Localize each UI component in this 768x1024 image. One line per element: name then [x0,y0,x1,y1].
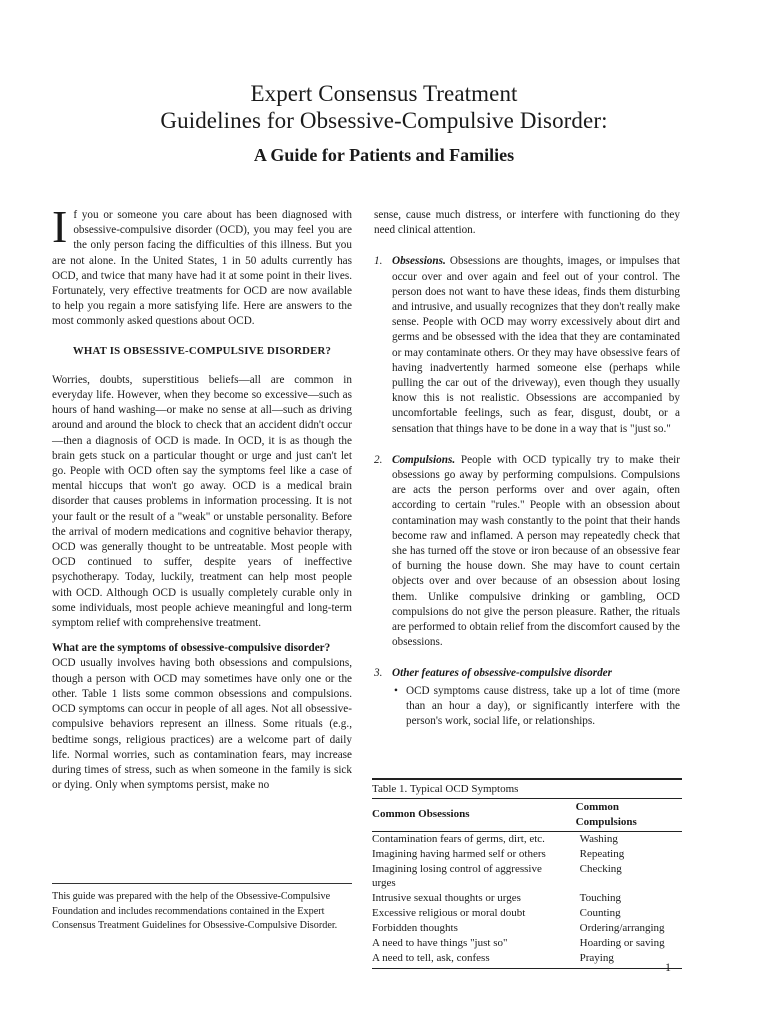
page-number: 1 [665,960,671,974]
page-title-line2: Guidelines for Obsessive-Compulsive Disorder: [160,108,608,133]
table-cell: Counting [579,907,621,920]
continuation-paragraph: sense, cause much distress, or interfere with functioning do they need clinical attention. [374,209,680,237]
table-cell: Forbidden thoughts [372,922,458,935]
bullet-text: OCD symptoms cause distress, take up a lot of time (more than an hour a day), or significantly interfere with the person's work, social life, or relationships. [406,684,680,728]
footnote: This guide was prepared with the help of the Obsessive-Compulsive Foundation and includes recommendations contained in the Expert Consensus Treatment Guidelines for Obsessive-Compulsive Disorder. [52,883,352,934]
table-header-compulsions: Common Compulsions [562,799,682,831]
table-cell: Touching [579,892,622,905]
intro-paragraph [52,201,352,330]
table-cell: Checking [579,862,622,875]
drop-cap: I [52,201,68,252]
symptoms-table [372,778,682,969]
table-header-obsessions: Common Obsessions [372,799,562,831]
list-item-text: People with OCD typically try to make their obsessions go away by performing compulsions. Compulsions are acts the person performs over and over again, often according to certain "rules." People with an obsession about contamination may wash constantly to the point that their hands become raw and inflamed. A person may repeatedly check that she has turned off the stove or iron because of an obsessive fear of burning the house down. She may have to count certain objects over and over because of an obsession about losing them. Unlike compulsive drinking or gambling, OCD compulsions do not give the person pleasure. Rather, the rituals are performed to obtain relief from the discomfort caused by the obsessions. [392,453,681,649]
section2-paragraph: OCD usually involves having both obsessions and compulsions, though a person with OCD may sometimes have only one or the other. Table 1 lists some common obsessions and compulsions. OCD symptoms can occur in people of all ages. Not all obsessive-compulsive behaviors represent an illness. Some rituals (e.g., bedtime songs, religious practices) are a welcome part of daily life. Normal worries, such as contamination fears, may increase during times of stress, such as when someone in the family is sick or dying. Only when symptoms persist, make no [52,657,352,792]
list-item-title: Compulsions. [392,453,456,466]
table-row [372,951,682,966]
table-row [372,862,682,892]
table-cell: Praying [579,951,614,964]
list-item-text: Obsessions are thoughts, images, or impulses that occur over and over again and feel out of your control. The person does not want to have these ideas, finds them disturbing and intrusive, and usually recognizes that they don't really make sense. People with OCD may worry excessively about dirt and germs and be obsessed with the idea that they are contaminated or may contaminate others. Or they may have obsessive fears of having inadvertently harmed someone else (perhaps while pulling the car out of the driveway), even though they usually know this is not realistic. Obsessions are accompanied by uncomfortable feelings, such as fear, disgust, doubt, or a sensation that things have to be done in a way that is "just so." [392,255,681,435]
bullet-item [392,684,680,730]
table-cell: Excessive religious or moral doubt [372,907,526,920]
page-title-line1: Expert Consensus Treatment [250,81,518,106]
section1-paragraph: Worries, doubts, superstitious beliefs—all are common in everyday life. However, when they become so excessive—such as hours of hand washing—or make no sense at all—such as driving around and around the block to check that an accident didn't occur—then a diagnosis of OCD is made. In OCD, it is as though the brain gets stuck on a particular thought or urge and just can't let go. People with OCD often say the symptoms feel like a case of mental hiccups that won't go away. OCD is a medical brain disorder that causes problems in information processing. It is not your fault or the result of a "weak" or unstable personality. Before the arrival of modern medications and cognitive behavior therapy, OCD was generally thought to be untreatable. Most people with OCD continued to suffer, despite years of ineffective psychotherapy. Today, luckily, treatment can help most people with OCD. Although OCD is usually completely curable only in some individuals, most people achieve meaningful and long-term symptom relief with comprehensive treatment. [52,373,352,630]
table-cell: Washing [579,832,618,845]
table-cell: Hoarding or saving [579,937,665,950]
table-row [372,831,682,846]
table-cell: A need to have things "just so" [372,937,508,950]
section-heading-what-is-ocd: WHAT IS OBSESSIVE-COMPULSIVE DISORDER? [72,344,332,357]
table-bottom-rule [372,966,682,969]
symptoms-table-grid [372,799,682,966]
list-number: 1. [374,255,383,268]
table-cell: A need to tell, ask, confess [372,951,490,964]
section-heading-symptoms: What are the symptoms of obsessive-compulsive disorder? [52,642,331,655]
list-item-title: Obsessions. [392,255,446,268]
table-cell: Imagining losing control of aggressive urges [372,862,542,890]
list-number: 2. [374,453,383,466]
intro-text: f you or someone you care about has been diagnosed with obsessive-compulsive disorder (OCD), you may feel you are the only person facing the difficulties of this illness. But you are not alone. In the United States, 1 in 50 adults currently has OCD, and twice that many have had it at some point in their lives. Fortunately, very effective treatments for OCD are now available to help you regain a more satisfying life. Here are answers to the most commonly asked questions about OCD. [52,209,352,328]
table-cell: Repeating [579,847,625,860]
table-header-row [372,799,682,831]
table-row [372,921,682,936]
left-column [52,201,352,793]
table-row [372,847,682,862]
title-block [0,80,768,166]
table-cell: Imagining having harmed self or others [372,847,546,860]
list-number: 3. [374,667,383,680]
table-cell: Ordering/arranging [579,922,665,935]
table-caption: Table 1. Typical OCD Symptoms [372,778,682,799]
bullet-icon: • [394,684,398,697]
table-cell: Intrusive sexual thoughts or urges [372,892,521,905]
list-item-title: Other features of obsessive-compulsive disorder [392,667,612,680]
page-subtitle: A Guide for Patients and Families [253,145,515,165]
table-cell: Contamination fears of germs, dirt, etc. [372,832,545,845]
list-item-other-features [374,666,680,729]
table-row [372,906,682,921]
right-column [374,208,680,729]
table-row [372,891,682,906]
list-item-obsessions [374,254,680,436]
table-row [372,936,682,951]
list-item-compulsions [374,453,680,651]
